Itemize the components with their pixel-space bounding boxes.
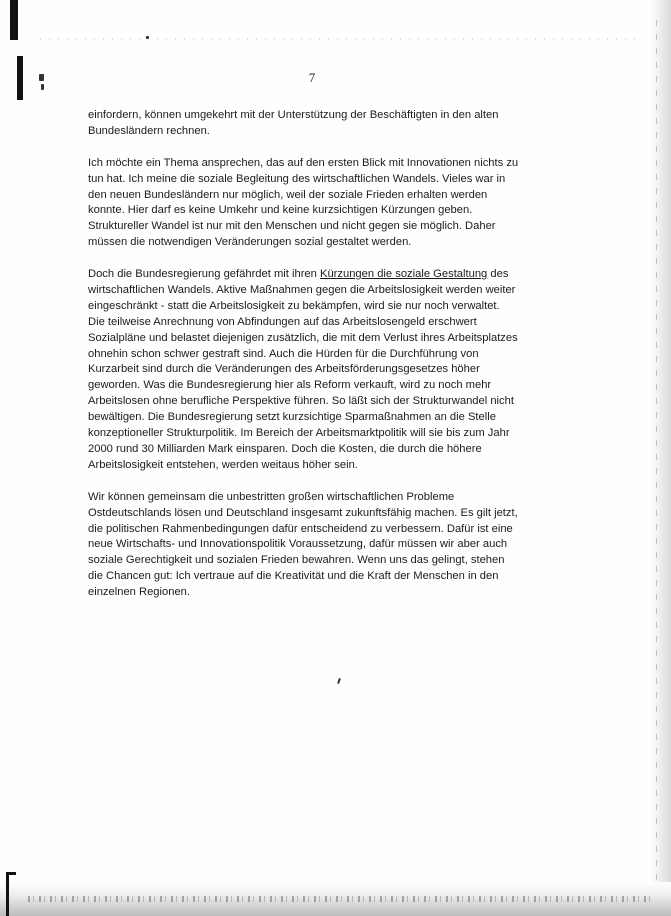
page-edge-right bbox=[649, 0, 671, 916]
scan-noise-bottom bbox=[28, 896, 651, 902]
paragraph-3-rest: des wirtschaftlichen Wandels. Aktive Maßnahmen gegen die Arbeitslosigkeit werden weiter eingeschränkt - statt die Arbeitslosigkeit zu bekämpfen, wird sie nur noch verwaltet. Die teilweise Anrechnung von Abfindungen auf das Arbeitslosengeld erschwert Sozialpläne und belastet diejenigen zusätzlich, die mit dem Verlust ihres Arbeitsplatzes ohnehin schon schwer gestraft sind. Auch die Hürden für die Durchführung von Kurzarbeit sind durch die Veränderungen des Arbeitsförderungsgesetzes höher geworden. Was die Bundesregierung hier als Reform verkauft, wird zu noch mehr Arbeitslosen ohne berufliche Perspektive führen. So läßt sich der Strukturwandel nicht bewältigen. Die Bundesregierung setzt kurzsichtige Sparmaßnahmen an die Stelle konzeptioneller Strukturpolitik. Im Bereich der Arbeitsmarktpolitik will sie bis zum Jahr 2000 rund 30 Milliarden Mark einsparen. Doch die Kosten, die durch die höhere Arbeitslosigkeit entstehen, werden weitaus höher sein. bbox=[88, 268, 518, 471]
scan-speck bbox=[337, 678, 341, 684]
scan-speck bbox=[39, 74, 44, 81]
paragraph-3 bbox=[88, 267, 533, 474]
scan-noise-top bbox=[40, 38, 641, 40]
scan-mark-left bbox=[17, 56, 23, 100]
scan-noise-right bbox=[656, 20, 657, 880]
scan-mark-bottom-left bbox=[6, 872, 9, 916]
scan-mark-bottom-left bbox=[6, 872, 16, 875]
scan-mark-top-left bbox=[10, 0, 18, 40]
page-number: 7 bbox=[308, 70, 316, 85]
paragraph-4: Wir können gemeinsam die unbestritten großen wirtschaftlichen Probleme Ostdeutschlands lösen und Deutschland insgesamt zukunftsfähig machen. Es gilt jetzt, die politischen Rahmenbedingungen dafür entscheidend zu verbessern. Dafür ist eine neue Wirtschafts- und Innovationspolitik Voraussetzung, dafür müssen wir aber auch soziale Gerechtigkeit und sozialen Frieden bewahren. Wenn uns das gelingt, stehen die Chancen gut: Ich vertraue auf die Kreativität und die Kraft der Menschen in den einzelnen Regionen. bbox=[88, 490, 518, 599]
scan-speck bbox=[41, 84, 44, 90]
paragraph-3-start: Doch die Bundesregierung gefährdet mit ihren bbox=[88, 268, 320, 281]
body-text bbox=[88, 108, 533, 617]
paragraph-2: Ich möchte ein Thema ansprechen, das auf den ersten Blick mit Innovationen nichts zu tun hat. Ich meine die soziale Begleitung des wirtschaftlichen Wandels. Vieles war in den neuen Bundesländern nur möglich, weil der soziale Frieden erhalten werden konnte. Hier darf es keine Umkehr und keine kurzsichtigen Kürzungen geben. Struktureller Wandel ist nur mit den Menschen und nicht gegen sie möglich. Daher müssen die notwendigen Veränderungen sozial gestaltet werden. bbox=[88, 156, 519, 249]
paragraph-1: einfordern, können umgekehrt mit der Unterstützung der Beschäftigten in den alten Bundesländern rechnen. bbox=[88, 109, 499, 137]
underlined-phrase: Kürzungen die soziale Gestaltung bbox=[319, 268, 488, 281]
